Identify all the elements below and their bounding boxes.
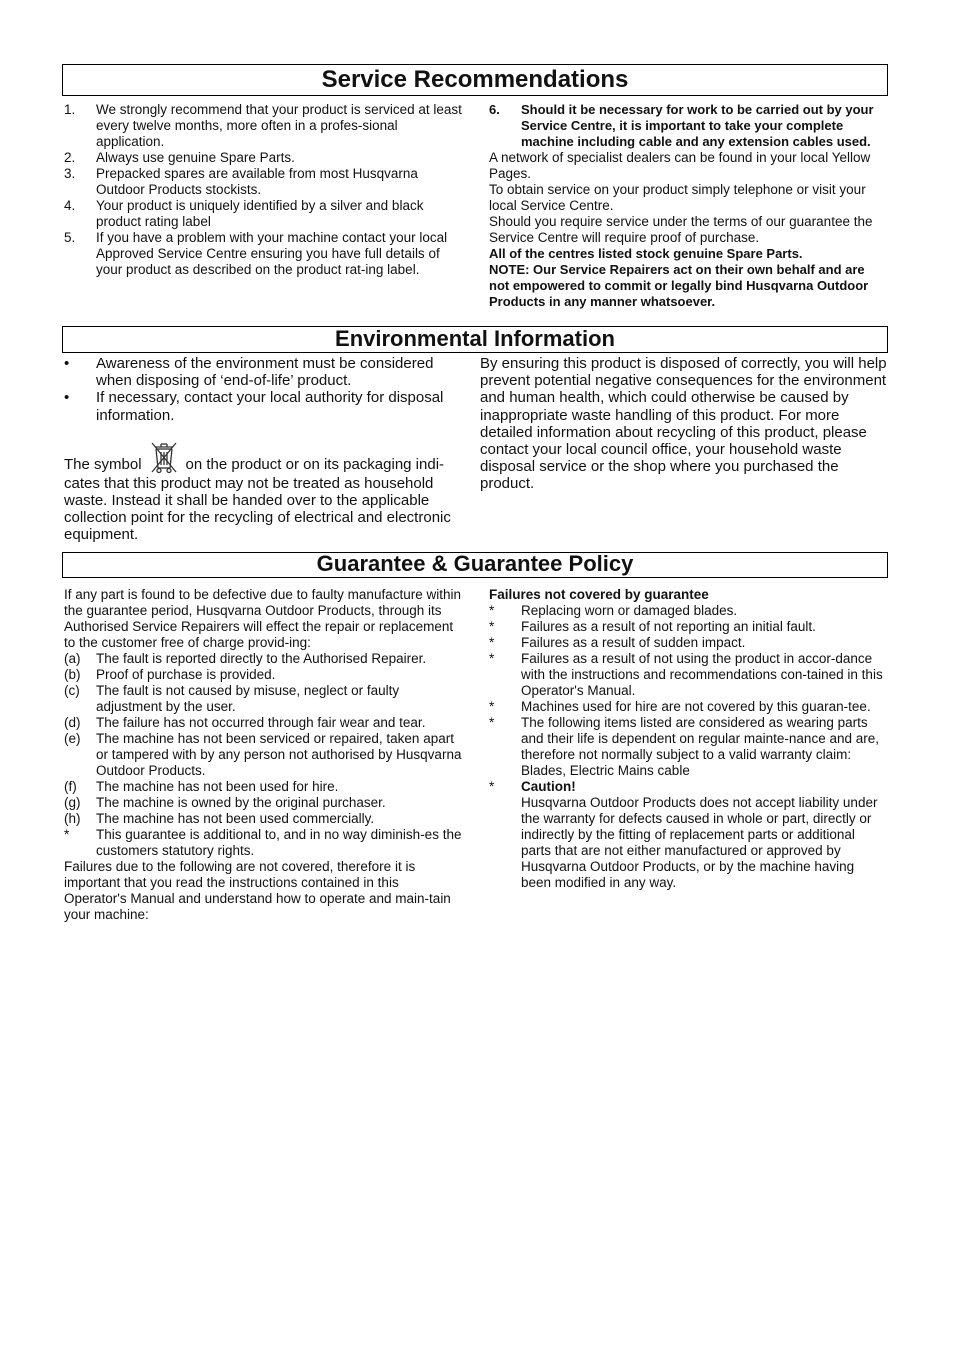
service-left-column — [64, 102, 464, 278]
list-item: (e) The machine has not been serviced or repaired, taken apart or tampered with by any person not authorised by Husqvarna Outdoor Products. — [64, 731, 462, 778]
list-item: * This guarantee is additional to, and in no way diminish-es the customers statutory rights. — [64, 827, 462, 858]
failures-heading: Failures not covered by guarantee — [489, 587, 709, 602]
environment-right-column — [480, 355, 888, 493]
list-item: (g) The machine is owned by the original purchaser. — [64, 795, 386, 810]
list-item: (a) The fault is reported directly to the Authorised Repairer. — [64, 651, 427, 666]
proof-of-purchase-text: Should you require service under the terms of our guarantee the Service Centre will require proof of purchase. — [489, 214, 873, 245]
list-item: * The following items listed are considered as wearing parts and their life is dependent on regular mainte-nance and are, therefore not normally subject to a valid warranty claim: Blades, Electric Mains cable — [489, 715, 879, 778]
list-item: * Machines used for hire are not covered by this guaran-tee. — [489, 699, 871, 714]
guarantee-section-header — [62, 552, 888, 578]
guarantee-closing: Failures due to the following are not covered, therefore it is important that you read the instructions contained in this Operator's Manual and understand how to operate and main-tain your machine: — [64, 859, 451, 922]
repairers-note: NOTE: Our Service Repairers act on their own behalf and are not empowered to commit or legally bind Husqvarna Outdoor Products in any manner whatsoever. — [489, 262, 869, 309]
list-item: 3. Prepacked spares are available from most Husqvarna Outdoor Products stockists. — [64, 166, 418, 197]
caution-item: * Caution! Husqvarna Outdoor Products does not accept liability under the warranty for defects caused in whole or part, directly or indirectly by the fitting of replacement parts or additional parts that are not either manufactured or approved by Husqvarna Outdoor Products, or by the machine having been modified in any way. — [489, 779, 887, 891]
list-item: (b) Proof of purchase is provided. — [64, 667, 276, 682]
list-item: 4. Your product is uniquely identified by a silver and black product rating label — [64, 198, 424, 229]
service-contact-text: To obtain service on your product simply telephone or visit your local Service Centre. — [489, 182, 866, 213]
caution-text: Husqvarna Outdoor Products does not accept liability under the warranty for defects caused in whole or part, directly or indirectly by the fitting of replacement parts or additional parts that are not either manufactured or approved by Husqvarna Outdoor Products, or by the machine having been modified in any way. — [521, 795, 878, 890]
list-item: * Failures as a result of not reporting an initial fault. — [489, 619, 816, 634]
list-item: (h) The machine has not been used commercially. — [64, 811, 375, 826]
list-item: 2. Always use genuine Spare Parts. — [64, 150, 295, 165]
disposal-benefits-text: By ensuring this product is disposed of correctly, you will help prevent potential negative consequences for the environment and human health, which could otherwise be caused by inappropriate waste handling of this product. For more detailed information about recycling of this product, please contact your local council office, your household waste disposal service or the shop where you purchased the product. — [480, 355, 887, 493]
list-item: * Replacing worn or damaged blades. — [489, 603, 738, 618]
environment-section-header — [62, 326, 888, 353]
service-section-header — [62, 64, 888, 96]
environment-title: Environmental Information — [335, 326, 615, 351]
spare-parts-note: All of the centres listed stock genuine Spare Parts. — [489, 246, 803, 261]
list-item: 6. Should it be necessary for work to be carried out by your Service Centre, it is important to take your complete machine including cable and any extension cables used. — [489, 102, 874, 149]
guarantee-left-column — [64, 587, 464, 923]
list-item: * Failures as a result of not using the product in accor-dance with the instructions and recommendations con-tained in this Operator's Manual. — [489, 651, 883, 698]
list-item: (f) The machine has not been used for hire. — [64, 779, 339, 794]
crossed-out-wheelie-bin-icon — [146, 439, 182, 475]
guarantee-right-column — [489, 587, 887, 891]
list-item: (c) The fault is not caused by misuse, neglect or faulty adjustment by the user. — [64, 683, 400, 714]
service-title: Service Recommendations — [321, 66, 629, 93]
guarantee-title: Guarantee & Guarantee Policy — [316, 551, 634, 576]
environment-left-column — [64, 355, 470, 544]
caution-heading: Caution! — [521, 779, 576, 794]
list-item: • Awareness of the environment must be considered when disposing of ‘end-of-life’ product. — [64, 355, 434, 390]
dealer-network-text: A network of specialist dealers can be found in your local Yellow Pages. — [489, 150, 871, 181]
list-item: • If necessary, contact your local authority for disposal information. — [64, 389, 444, 424]
list-item: (d) The failure has not occurred through fair wear and tear. — [64, 715, 426, 730]
list-item: 5. If you have a problem with your machine contact your local Approved Service Centre ensuring you have full details of your product as described on the product rat-ing label. — [64, 230, 448, 277]
list-item: * Failures as a result of sudden impact. — [489, 635, 746, 650]
weee-symbol-text: The symbol on the product or on its packaging indi-cates that this product may not be treated as household waste. Instead it shall be handed over to the applicable collection point for the recycling of electrical and electronic equipment. — [64, 439, 470, 544]
service-right-column — [489, 102, 887, 310]
list-item: 1. We strongly recommend that your product is serviced at least every twelve months, more often in a profes-sional application. — [64, 102, 462, 149]
guarantee-intro: If any part is found to be defective due to faulty manufacture within the guarantee period, Husqvarna Outdoor Products, through its Authorised Service Repairers will effect the repair or replacement to the customer free of charge provid-ing: — [64, 587, 461, 650]
